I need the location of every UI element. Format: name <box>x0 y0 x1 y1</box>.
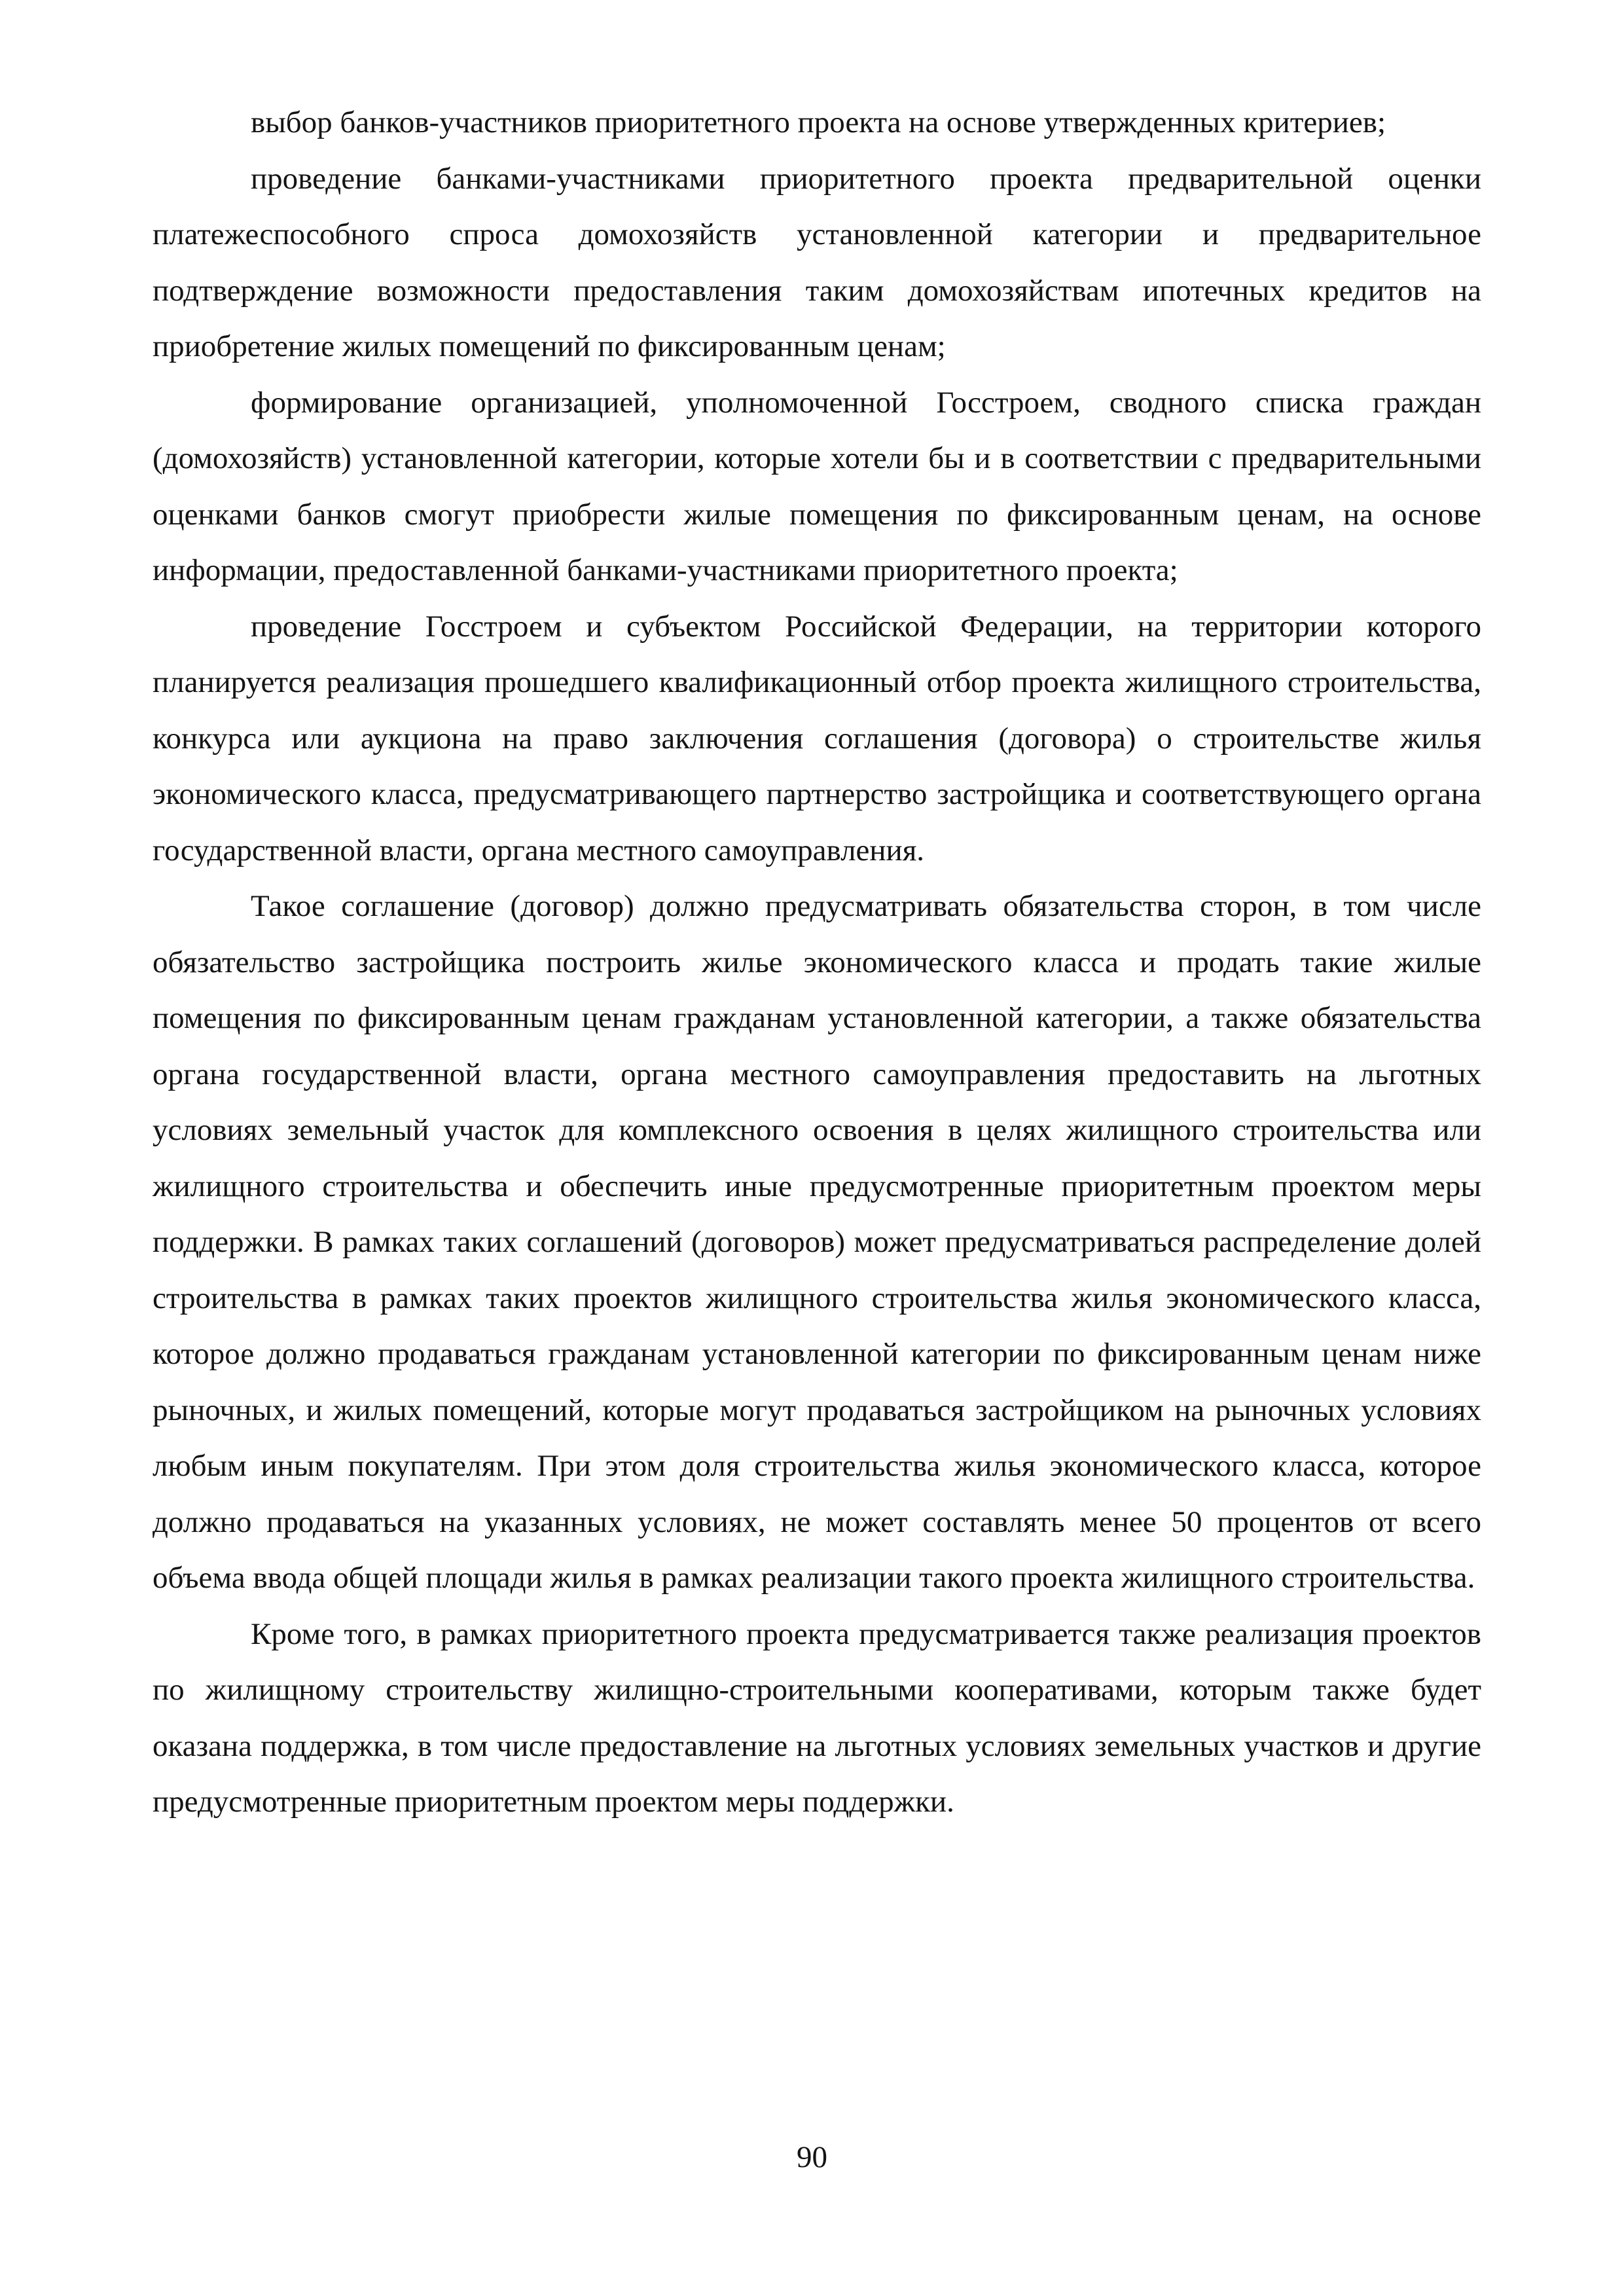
paragraph-auction: проведение Госстроем и субъектом Российской Федерации, на территории которого планируется реализация прошедшего квалификационный отбор проекта жилищного строительства, конкурса или аукциона на право заключения соглашения (договора) о строительстве жилья экономического класса, предусматривающего партнерство застройщика и соответствующего органа государственной власти, органа местного самоуправления. <box>153 609 1481 867</box>
paragraph-agreement-obligations: Такое соглашение (договор) должно предусматривать обязательства сторон, в том числе обязательство застройщика построить жилье экономического класса и продать такие жилые помещения по фиксированным ценам гражданам установленной категории, а также обязательства органа государственной власти, органа местного самоуправления предоставить на льготных условиях земельный участок для комплексного освоения в целях жилищного строительства или жилищного строительства и обеспечить иные предусмотренные приоритетным проектом меры поддержки. В рамках таких соглашений (договоров) может предусматриваться распределение долей строительства в рамках таких проектов жилищного строительства жилья экономического класса, которое должно продаваться гражданам установленной категории по фиксированным ценам ниже рыночных, и жилых помещений, которые могут продаваться застройщиком на рыночных условиях любым иным покупателям. При этом доля строительства жилья экономического класса, которое должно продаваться на указанных условиях, не может составлять менее 50 процентов от всего объема ввода общей площади жилья в рамках реализации такого проекта жилищного строительства. <box>153 889 1481 1595</box>
paragraph-citizen-list: формирование организацией, уполномоченной Госстроем, сводного списка граждан (домохозяйств) установленной категории, которые хотели бы и в соответствии с предварительными оценками банков смогут приобрести жилые помещения по фиксированным ценам, на основе информации, предоставленной банками-участниками приоритетного проекта; <box>153 385 1481 587</box>
paragraph-cooperatives: Кроме того, в рамках приоритетного проекта предусматривается также реализация проектов по жилищному строительству жилищно-строительными кооперативами, которым также будет оказана поддержка, в том числе предоставление на льготных условиях земельных участков и другие предусмотренные приоритетным проектом меры поддержки. <box>153 1616 1481 1819</box>
body-text <box>153 95 1481 1831</box>
paragraph-preliminary-assessment: проведение банками-участниками приоритетного проекта предварительной оценки платежеспособного спроса домохозяйств установленной категории и предварительное подтверждение возможности предоставления таким домохозяйствам ипотечных кредитов на приобретение жилых помещений по фиксированным ценам; <box>153 161 1481 363</box>
page-number: 90 <box>797 2140 827 2174</box>
paragraph-bank-selection: выбор банков-участников приоритетного проекта на основе утвержденных критериев; <box>251 105 1386 139</box>
